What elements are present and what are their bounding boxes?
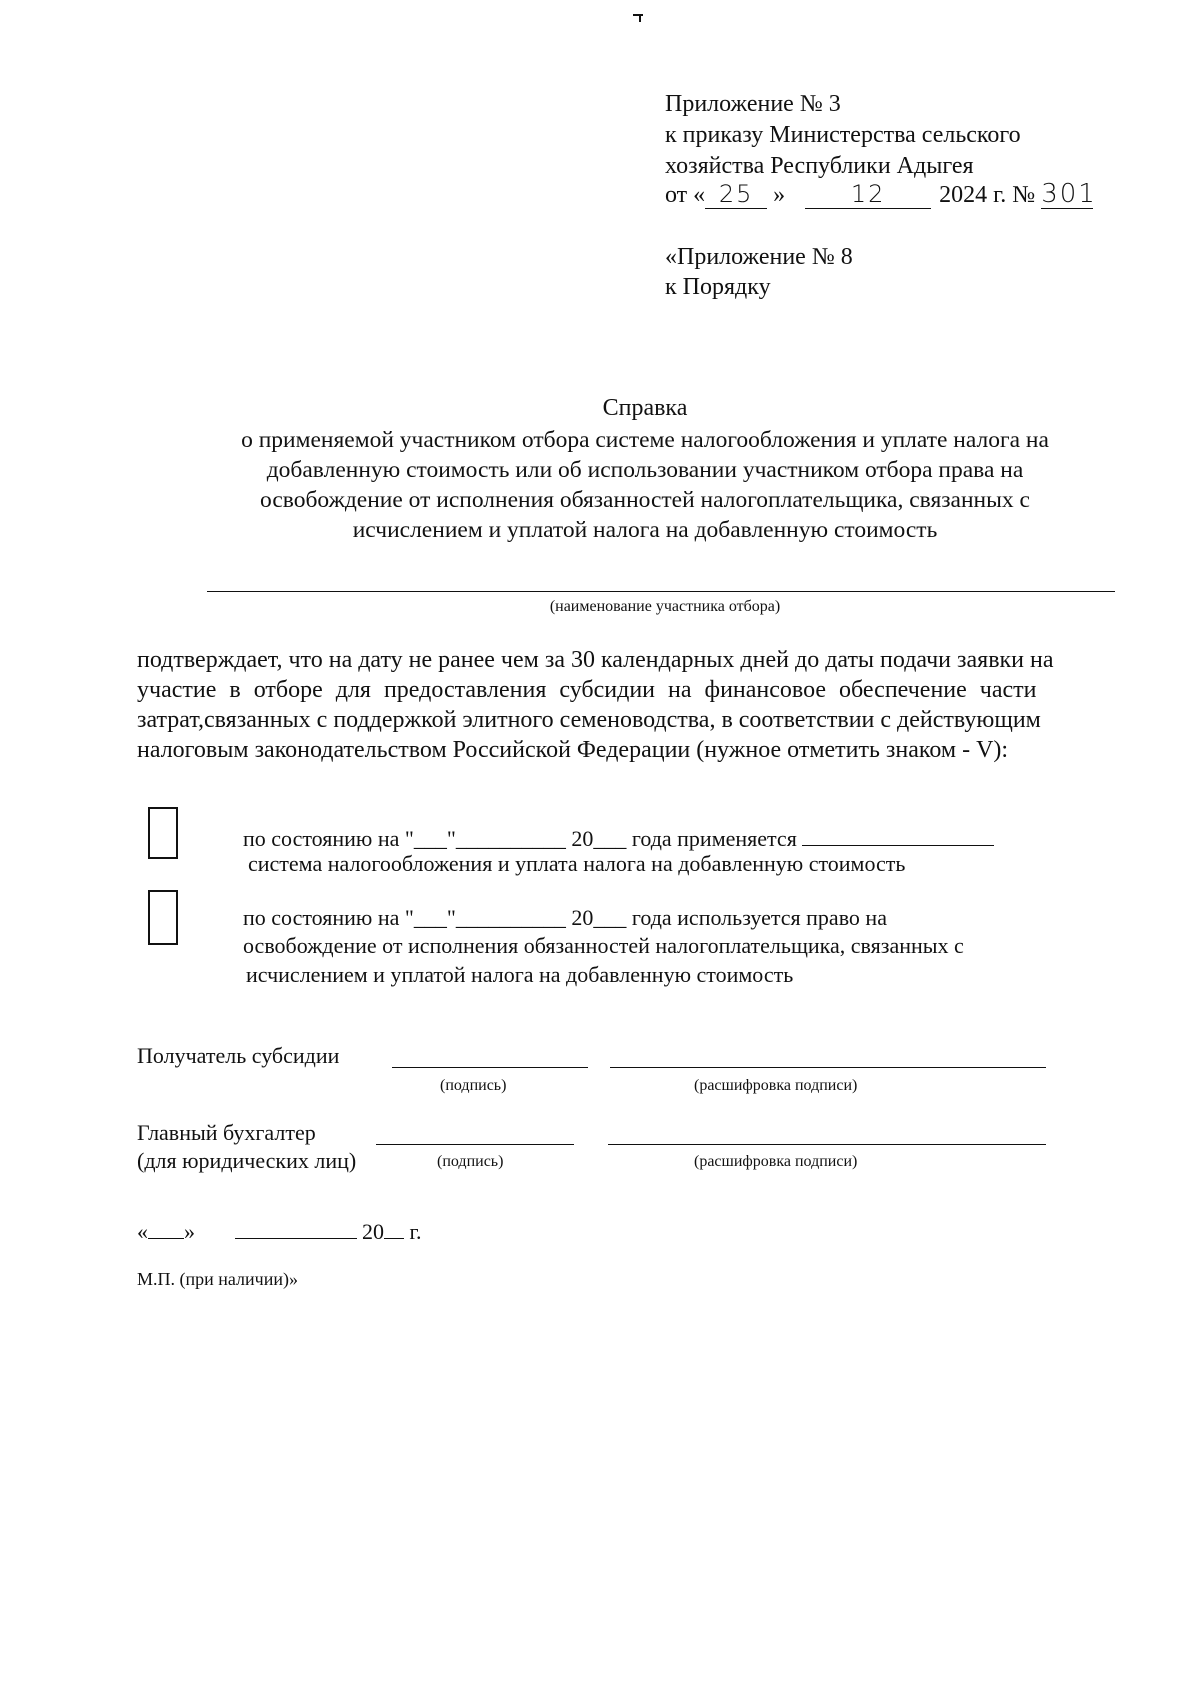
order-number-handwritten: 301	[1041, 179, 1097, 209]
recipient-signature-caption: (подпись)	[440, 1077, 507, 1094]
option2-line1: по состоянию на "___"__________ 20___ года используется право на	[243, 905, 887, 930]
option1-line2: система налогообложения и уплата налога на добавленную стоимость	[248, 851, 906, 876]
body-line3: затрат,связанных с поддержкой элитного семеноводства, в соответствии с действующим	[137, 707, 1041, 733]
body-line2: участие в отборе для предоставления субсидии на финансовое обеспечение части	[137, 677, 1037, 703]
title-line2: добавленную стоимость или об использовании участником отбора права на	[266, 457, 1024, 483]
recipient-decode-line[interactable]	[610, 1067, 1046, 1068]
stamp-note: М.П. (при наличии)»	[137, 1269, 298, 1289]
option2-line3: исчислением и уплатой налога на добавленную стоимость	[246, 962, 794, 987]
body-line1: подтверждает, что на дату не ранее чем за 30 календарных дней до даты подачи заявки на	[137, 647, 1054, 673]
accountant-label-line1: Главный бухгалтер	[137, 1120, 316, 1145]
footer-date-open: «	[137, 1219, 148, 1244]
scan-mark	[633, 14, 643, 16]
title-line3: освобождение от исполнения обязанностей налогоплательщика, связанных с	[260, 487, 1030, 513]
footer-year-suffix: г.	[404, 1219, 422, 1244]
footer-day-blank[interactable]	[148, 1218, 184, 1239]
footer-date-close: »	[184, 1219, 195, 1244]
accountant-label-line2: (для юридических лиц)	[137, 1148, 357, 1173]
footer-month-blank[interactable]	[235, 1218, 357, 1239]
header-line1: Приложение № 3	[665, 91, 841, 117]
header-line3: хозяйства Республики Адыгея	[665, 153, 974, 179]
header-line2: к приказу Министерства сельского	[665, 122, 1021, 148]
footer-year-blank[interactable]	[384, 1218, 404, 1239]
option1-text: по состоянию на "___"__________ 20___ года применяется	[243, 826, 797, 851]
participant-caption: (наименование участника отбора)	[549, 598, 781, 615]
date-day-handwritten: 25	[705, 182, 767, 209]
appendix-line1: «Приложение № 8	[665, 244, 853, 270]
body-line4: налоговым законодательством Российской Федерации (нужное отметить знаком - V):	[137, 737, 1009, 763]
date-month-handwritten: 12	[805, 182, 931, 209]
accountant-signature-line[interactable]	[376, 1144, 574, 1145]
title-line4: исчислением и уплатой налога на добавленную стоимость	[352, 517, 938, 543]
recipient-decode-caption: (расшифровка подписи)	[694, 1077, 858, 1094]
footer-date	[137, 1218, 422, 1245]
date-mid: »	[773, 182, 786, 208]
option1-checkbox[interactable]	[148, 807, 178, 859]
appendix-line2: к Порядку	[665, 274, 771, 300]
option1-line1	[243, 823, 994, 852]
accountant-decode-line[interactable]	[608, 1144, 1046, 1145]
option2-checkbox[interactable]	[148, 890, 178, 945]
accountant-decode-caption: (расшифровка подписи)	[694, 1153, 858, 1170]
title-line1: о применяемой участником отбора системе налогообложения и уплате налога на	[241, 427, 1049, 453]
option2-line2: освобождение от исполнения обязанностей налогоплательщика, связанных с	[243, 933, 964, 958]
scan-mark-tick	[639, 14, 641, 22]
option1-tax-system-blank[interactable]	[802, 823, 994, 846]
recipient-signature-line[interactable]	[392, 1067, 588, 1068]
header-date-line	[665, 179, 1097, 210]
accountant-signature-caption: (подпись)	[437, 1153, 504, 1170]
date-year-number: 2024 г. №	[939, 182, 1036, 208]
recipient-label: Получатель субсидии	[137, 1043, 340, 1068]
participant-name-line[interactable]	[207, 591, 1115, 592]
footer-year-prefix: 20	[362, 1219, 384, 1244]
doc-heading: Справка	[602, 395, 688, 421]
date-prefix: от «	[665, 182, 706, 208]
